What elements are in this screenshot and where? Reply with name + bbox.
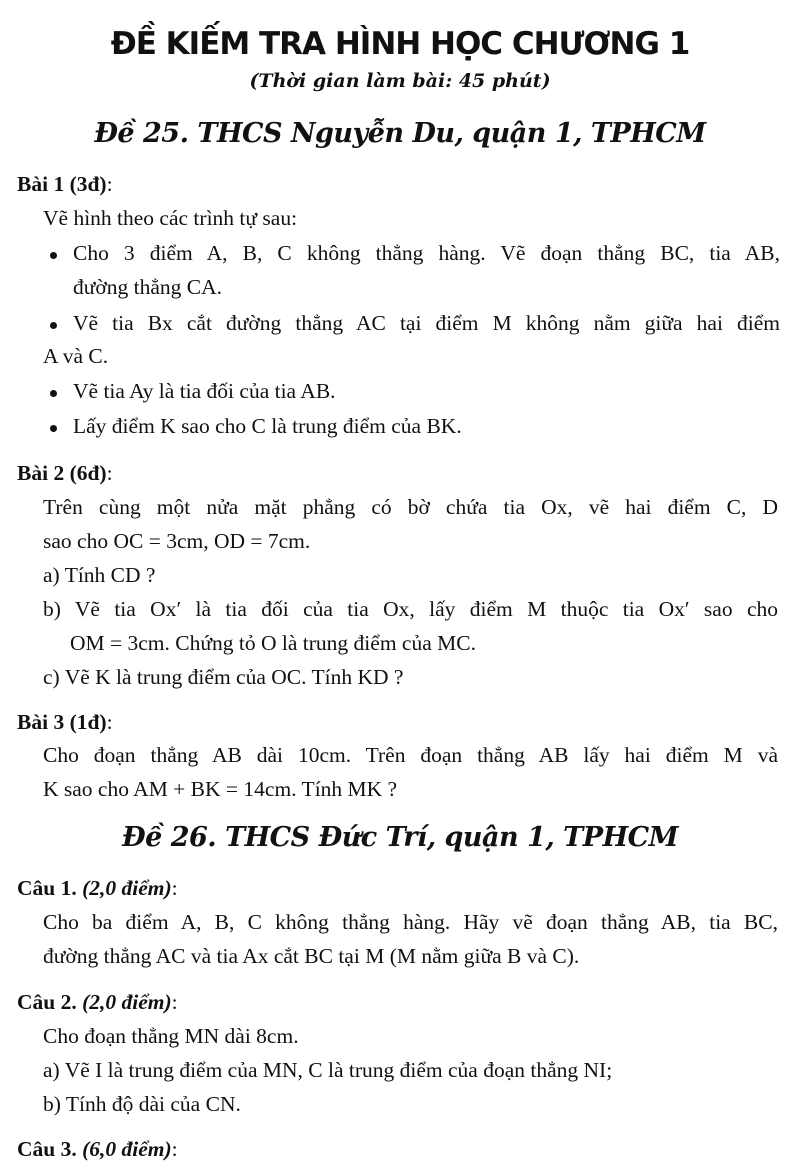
question-2-intro: Cho đoạn thẳng MN dài 8cm. [43,1024,299,1048]
bullet-dot [50,252,57,259]
main-title: ĐỀ KIẾM TRA HÌNH HỌC CHƯƠNG 1 [110,26,690,62]
problem-1-heading: Bài 1 (3đ): [17,172,113,196]
question-1-line-1: Cho ba điểm A, B, C không thẳng hàng. Hãy vẽ đoạn thẳng AB, tia BC, [43,910,778,934]
bullet-2-line-1: Vẽ tia Bx cắt đường thẳng AC tại điểm M không nằm giữa hai điểm [73,311,780,335]
question-3-heading: Câu 3. (6,0 điểm): [17,1137,178,1161]
problem-2-part-b-line-2: OM = 3cm. Chứng tỏ O là trung điểm của MC. [70,631,476,655]
bullet-1-line-1: Cho 3 điểm A, B, C không thẳng hàng. Vẽ đoạn thẳng BC, tia AB, [73,241,780,265]
question-2-part-a: a) Vẽ I là trung điểm của MN, C là trung điểm của đoạn thẳng NI; [43,1058,613,1082]
time-subtitle: (Thời gian làm bài: 45 phút) [249,70,551,92]
bullet-dot [50,425,57,432]
bullet-dot [50,322,57,329]
question-2-heading: Câu 2. (2,0 điểm): [17,990,178,1014]
problem-2-intro-line-1: Trên cùng một nửa mặt phẳng có bờ chứa tia Ox, vẽ hai điểm C, D [43,495,778,519]
problem-3-line-1: Cho đoạn thẳng AB dài 10cm. Trên đoạn thẳng AB lấy hai điểm M và [43,743,778,767]
bullet-4-line-1: Lấy điểm K sao cho C là trung điểm của BK. [73,414,462,438]
problem-2-part-c: c) Vẽ K là trung điểm của OC. Tính KD ? [43,665,404,689]
problem-1-intro: Vẽ hình theo các trình tự sau: [43,206,298,230]
problem-2-intro-line-2: sao cho OC = 3cm, OD = 7cm. [43,529,311,553]
bullet-dot [50,390,57,397]
exam-26-title: Đề 26. THCS Đức Trí, quận 1, TPHCM [122,822,678,853]
question-1-heading: Câu 1. (2,0 điểm): [17,876,178,900]
problem-2-part-a: a) Tính CD ? [43,563,156,587]
bullet-3-line-1: Vẽ tia Ay là tia đối của tia AB. [73,379,336,403]
problem-2-heading: Bài 2 (6đ): [17,461,113,485]
problem-3-heading: Bài 3 (1đ): [17,710,113,734]
bullet-1-line-2: đường thẳng CA. [73,275,223,299]
problem-3-line-2: K sao cho AM + BK = 14cm. Tính MK ? [43,777,398,801]
problem-2-part-b-line-1: b) Vẽ tia Ox′ là tia đối của tia Ox, lấy điểm M thuộc tia Ox′ sao cho [43,597,778,621]
bullet-2-line-2: A và C. [43,344,109,368]
exam-25-title: Đề 25. THCS Nguyễn Du, quận 1, TPHCM [94,118,706,149]
question-1-line-2: đường thẳng AC và tia Ax cắt BC tại M (M nằm giữa B và C). [43,944,580,968]
question-2-part-b: b) Tính độ dài của CN. [43,1092,241,1116]
